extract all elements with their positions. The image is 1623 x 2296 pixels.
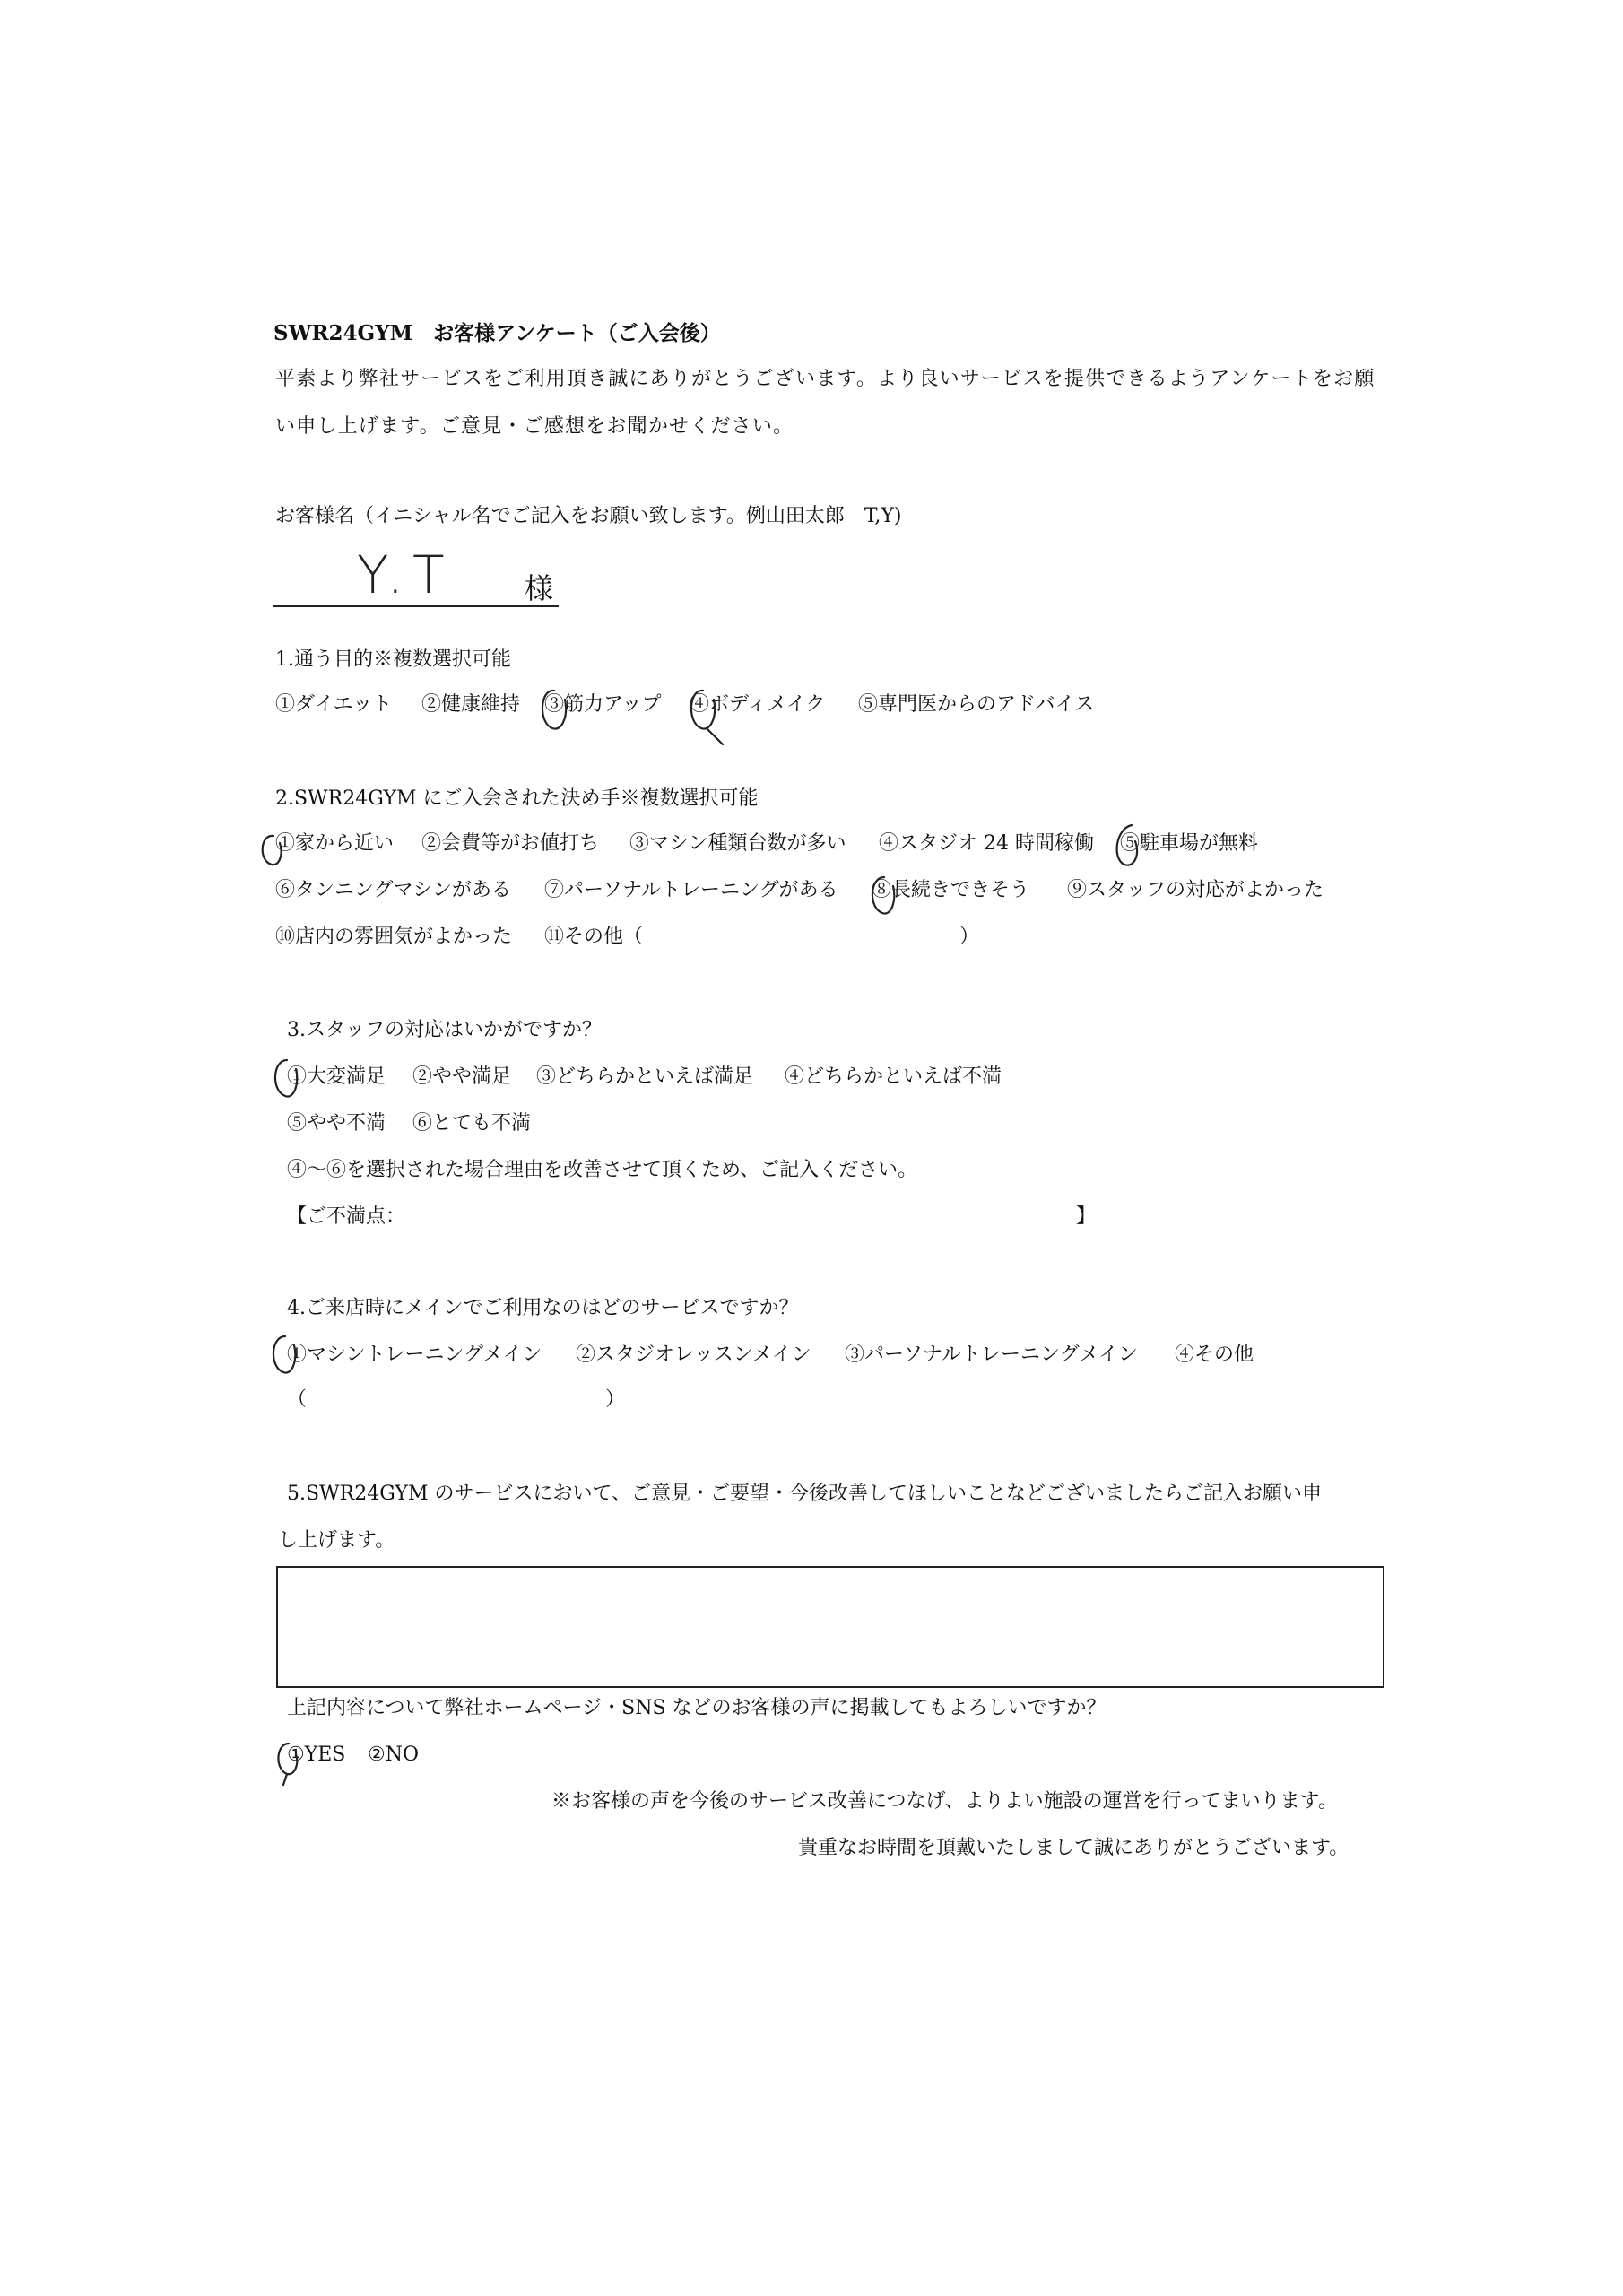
circle-mark-q2-1 (263, 836, 282, 865)
circle-mark-q2-8 (872, 877, 894, 914)
circle-mark-q1-3 (542, 691, 566, 729)
q3-option-5[interactable]: ⑤やや不満 (287, 1112, 386, 1135)
q2-other-close: ） (959, 926, 980, 948)
q4-title: 4.ご来店時にメインでご利用なのはどのサービスですか？ (287, 1297, 799, 1319)
footer-thanks: 貴重なお時間を頂戴いたしまして誠にありがとうございます。 (798, 1837, 1350, 1859)
q4-option-4[interactable]: ④その他 (1175, 1344, 1254, 1366)
survey-title: SWR24GYM お客様アンケート（ご入会後） (273, 321, 721, 345)
q1-option-3[interactable]: ③筋力アップ (544, 693, 662, 716)
q5-title-line-1: 5.SWR24GYM のサービスにおいて、ご意見・ご要望・今後改善してほしいことなどございましたらご記入お願い申 (287, 1483, 1323, 1505)
q3-option-1[interactable]: ①大変満足 (287, 1065, 386, 1088)
q2-option-8[interactable]: ⑧長続きできそう (872, 879, 1030, 901)
q2-title: 2.SWR24GYM にご入会された決め手※複数選択可能 (275, 787, 759, 810)
consent-question: 上記内容について弊社ホームページ・SNS などのお客様の声に掲載してもよろしいですか？ (287, 1697, 1107, 1719)
consent-no[interactable]: ②NO (368, 1744, 420, 1766)
q1-option-5[interactable]: ⑤専門医からのアドバイス (858, 693, 1095, 716)
name-field-label: お客様名（イニシャル名でご記入をお願い致します。例山田太郎 T,Y) (275, 505, 902, 527)
circle-mark-q2-5 (1117, 825, 1137, 865)
q1-option-2[interactable]: ②健康維持 (421, 693, 521, 716)
q3-note: ④～⑥を選択された場合理由を改善させて頂くため、ご記入ください。 (287, 1159, 918, 1181)
q2-option-1[interactable]: ①家から近い (275, 832, 395, 855)
q4-option-3[interactable]: ③パーソナルトレーニングメイン (845, 1344, 1138, 1366)
q1-option-1[interactable]: ①ダイエット (275, 693, 393, 716)
q2-option-5[interactable]: ⑤駐車場が無料 (1120, 832, 1259, 855)
q4-other-close: ） (605, 1388, 626, 1411)
intro-line-1: 平素より弊社サービスをご利用頂き誠にありがとうございます。より良いサービスを提供できるようアンケートをお願 (275, 368, 1376, 390)
q4-option-1[interactable]: ①マシントレーニングメイン (287, 1344, 542, 1366)
q3-option-6[interactable]: ⑥とても不満 (412, 1112, 532, 1135)
q3-option-2[interactable]: ②やや満足 (412, 1065, 512, 1088)
q2-option-3[interactable]: ③マシン種類台数が多い (629, 832, 846, 855)
q5-title-line-2: し上げます。 (278, 1529, 395, 1552)
circle-mark-consent-yes (278, 1744, 297, 1785)
consent-yes[interactable]: ①YES (287, 1744, 346, 1766)
intro-line-2: い申し上げます。ご意見・ご感想をお聞かせください。 (275, 415, 794, 438)
q3-option-3[interactable]: ③どちらかといえば満足 (536, 1065, 754, 1088)
q1-option-4[interactable]: ④ボディメイク (690, 693, 826, 716)
q3-title: 3.スタッフの対応はいかがですか？ (287, 1019, 602, 1041)
q2-option-6[interactable]: ⑥タンニングマシンがある (275, 879, 512, 901)
q3-option-4[interactable]: ④どちらかといえば不満 (785, 1065, 1002, 1088)
circle-mark-q4-1 (273, 1336, 295, 1373)
footer-note: ※お客様の声を今後のサービス改善につなげ、よりよい施設の運営を行ってまいります。 (551, 1790, 1338, 1813)
q1-title: 1.通う目的※複数選択可能 (275, 648, 511, 671)
q2-option-9[interactable]: ⑨スタッフの対応がよかった (1067, 879, 1324, 901)
q2-option-2[interactable]: ②会費等がお値打ち (421, 832, 600, 855)
circle-mark-q3-1 (275, 1060, 297, 1097)
q4-option-2[interactable]: ②スタジオレッスンメイン (576, 1344, 812, 1366)
name-suffix: 様 (525, 571, 554, 605)
q3-complaint-close: 】 (1076, 1205, 1097, 1228)
name-input-handwritten[interactable]: Y.T (357, 544, 454, 605)
q2-option-10[interactable]: ⑩店内の雰囲気がよかった (275, 926, 513, 948)
q3-complaint-open: 【ご不満点： (287, 1205, 406, 1228)
circle-mark-q1-4 (691, 691, 723, 744)
q2-option-7[interactable]: ⑦パーソナルトレーニングがある (544, 879, 838, 901)
q2-option-4[interactable]: ④スタジオ 24 時間稼働 (879, 832, 1094, 855)
q2-option-11[interactable]: ⑪その他（ (544, 926, 644, 948)
q4-other-open: （ (287, 1388, 308, 1411)
